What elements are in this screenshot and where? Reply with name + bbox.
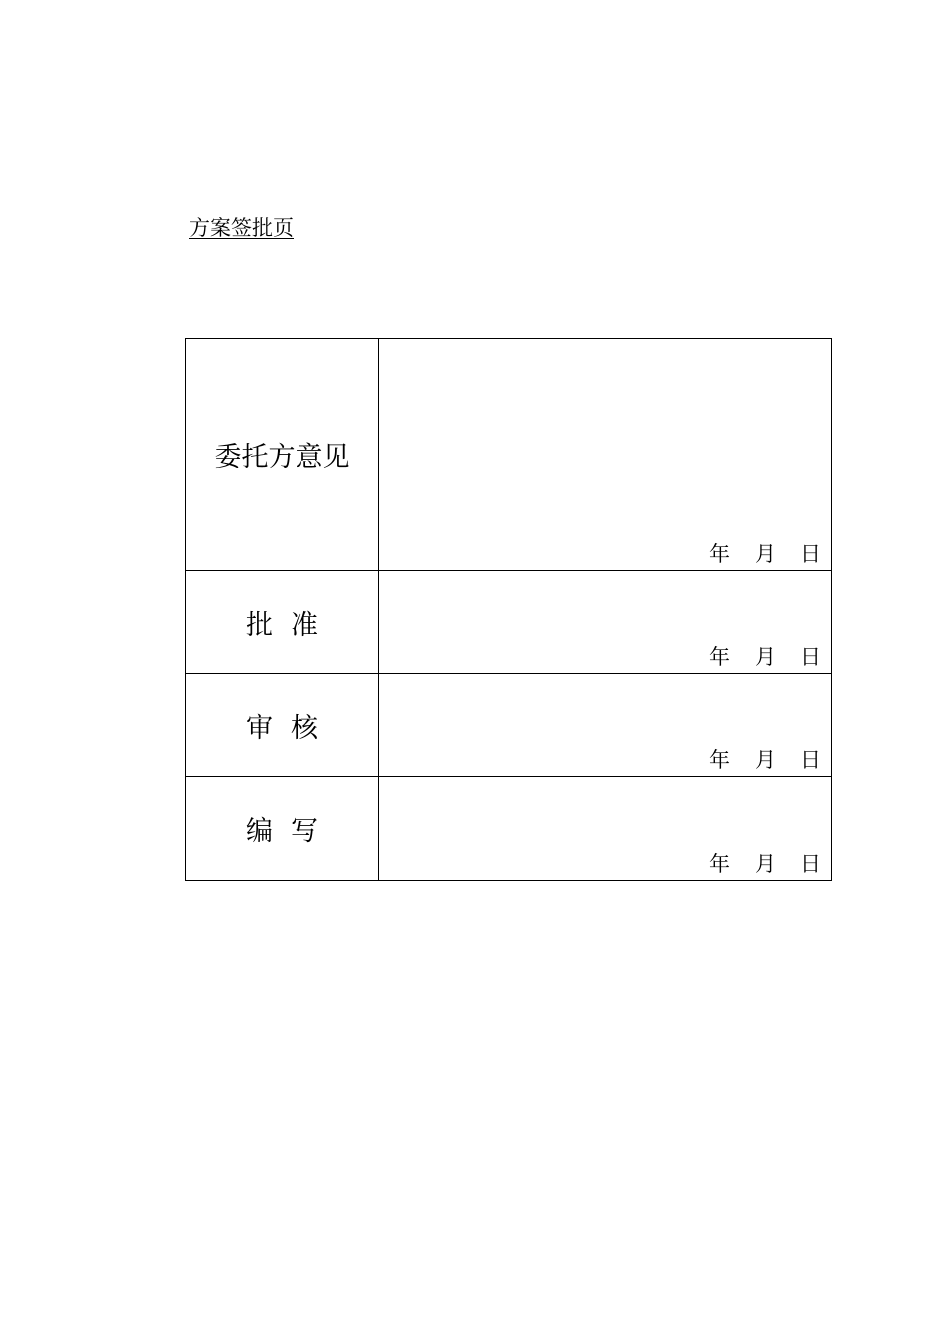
- date-month-label: 月: [755, 852, 776, 876]
- table-row-prepared: [186, 777, 832, 881]
- date-day-label: 日: [800, 645, 821, 669]
- date-line: [709, 851, 821, 877]
- date-day-label: 日: [800, 542, 821, 566]
- date-year-label: 年: [709, 852, 730, 876]
- table-row-review: [186, 674, 832, 777]
- date-day-label: 日: [800, 852, 821, 876]
- approval-table: [185, 338, 832, 881]
- date-line: [709, 747, 821, 773]
- prepared-field[interactable]: [379, 777, 832, 881]
- row-label-approve: 批准: [186, 571, 379, 674]
- date-month-label: 月: [755, 748, 776, 772]
- date-line: [709, 644, 821, 670]
- table-row-approve: [186, 571, 832, 674]
- date-year-label: 年: [709, 748, 730, 772]
- row-label-prepared: 编写: [186, 777, 379, 881]
- client-opinion-field[interactable]: [379, 339, 832, 571]
- date-line: [709, 541, 821, 567]
- approve-field[interactable]: [379, 571, 832, 674]
- row-label-client-opinion: 委托方意见: [186, 339, 379, 571]
- date-month-label: 月: [755, 645, 776, 669]
- date-year-label: 年: [709, 542, 730, 566]
- row-label-review: 审核: [186, 674, 379, 777]
- date-year-label: 年: [709, 645, 730, 669]
- date-month-label: 月: [755, 542, 776, 566]
- table-row-client-opinion: [186, 339, 832, 571]
- date-day-label: 日: [800, 748, 821, 772]
- page-title: 方案签批页: [189, 216, 294, 240]
- review-field[interactable]: [379, 674, 832, 777]
